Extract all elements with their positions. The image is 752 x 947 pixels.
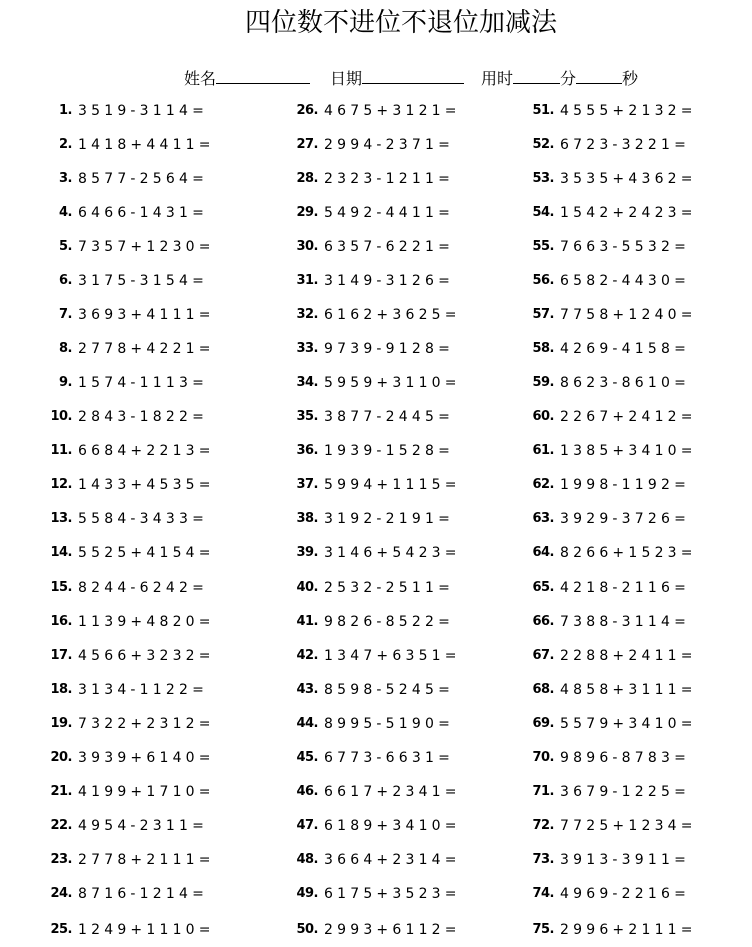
problem-number: 43. [296,682,318,697]
problem-row [284,94,461,128]
minutes-blank[interactable] [513,66,560,84]
problem-number: 8. [59,341,72,356]
problem-number: 31. [296,273,318,288]
problem-row [284,877,461,911]
problem-number: 3. [59,171,72,186]
problem-row [38,502,208,536]
problem-expression: 1347+6351= [324,648,461,664]
problem-expression: 3192-2191= [324,511,455,527]
problem-row [520,468,690,502]
problem-expression: 3664+2314= [324,852,461,868]
problem-number: 29. [296,205,318,220]
problem-number: 39. [296,545,318,560]
problem-number: 19. [50,716,72,731]
problem-row [284,502,454,536]
problem-row [38,434,215,468]
problem-expression: 1139+4820= [78,614,215,630]
problem-row [284,571,454,605]
problem-row [38,605,215,639]
problem-row [520,264,690,298]
problem-row [520,230,690,264]
problem-expression: 3939+6140= [78,750,215,766]
problem-expression: 4269-4158= [560,341,691,357]
problem-row [284,605,454,639]
problem-number: 64. [532,545,554,560]
problem-number: 49. [296,886,318,901]
problem-number: 10. [50,409,72,424]
problem-expression: 5579+3410= [560,716,697,732]
problem-number: 30. [296,239,318,254]
problem-expression: 2323-1211= [324,171,455,187]
problem-expression: 2843-1822= [78,409,209,425]
problem-number: 33. [296,341,318,356]
problem-row [284,639,461,673]
problem-expression: 6723-3221= [560,137,691,153]
problem-row [284,468,461,502]
problem-number: 75. [532,922,554,937]
problem-expression: 2778+4221= [78,341,215,357]
problem-expression: 8716-1214= [78,886,209,902]
problem-row [284,707,454,741]
problem-number: 40. [296,580,318,595]
problem-expression: 7663-5532= [560,239,691,255]
problem-number: 25. [50,922,72,937]
problem-number: 46. [296,784,318,799]
problem-number: 66. [532,614,554,629]
problem-number: 5. [59,239,72,254]
problem-row [520,639,697,673]
problem-expression: 3535+4362= [560,171,697,187]
student-info-header [0,66,752,90]
problem-number: 12. [50,477,72,492]
problem-row [284,162,454,196]
problem-number: 13. [50,511,72,526]
problem-expression: 3146+5423= [324,545,461,561]
problem-number: 41. [296,614,318,629]
seconds-blank[interactable] [576,66,622,84]
problem-row [38,673,208,707]
problem-row [520,400,697,434]
problem-row [38,741,215,775]
problem-number: 37. [296,477,318,492]
problem-row [38,128,215,162]
seconds-label: 秒 [622,69,639,88]
problem-row [38,639,215,673]
problem-row [38,571,208,605]
problem-expression: 2994-2371= [324,137,455,153]
problem-row [284,913,461,947]
problem-row [520,298,697,332]
problem-expression: 2993+6112= [324,922,461,938]
date-label: 日期 [330,69,363,88]
problem-expression: 8266+1523= [560,545,697,561]
problem-number: 14. [50,545,72,560]
minutes-label: 分 [560,69,577,88]
problem-number: 61. [532,443,554,458]
problem-row [38,809,208,843]
problem-number: 18. [50,682,72,697]
problem-row [284,332,454,366]
problem-row [520,741,690,775]
problem-number: 67. [532,648,554,663]
problem-number: 50. [296,922,318,937]
problem-expression: 1433+4535= [78,477,215,493]
problem-expression: 4969-2216= [560,886,691,902]
problem-expression: 6466-1431= [78,205,209,221]
problem-row [520,502,690,536]
problem-number: 45. [296,750,318,765]
problem-number: 7. [59,307,72,322]
problem-number: 35. [296,409,318,424]
problem-expression: 9739-9128= [324,341,455,357]
problem-number: 68. [532,682,554,697]
problem-row [38,230,215,264]
problem-expression: 4199+1710= [78,784,215,800]
problem-row [284,196,454,230]
problem-expression: 8598-5245= [324,682,455,698]
problem-number: 23. [50,852,72,867]
problem-number: 54. [532,205,554,220]
problem-row [284,843,461,877]
problem-number: 21. [50,784,72,799]
problem-expression: 1998-1192= [560,477,691,493]
problem-expression: 3679-1225= [560,784,691,800]
problem-row [284,775,461,809]
problem-number: 26. [296,103,318,118]
problem-expression: 5994+1115= [324,477,461,493]
problem-expression: 7758+1240= [560,307,697,323]
problem-expression: 4218-2116= [560,580,691,596]
problem-expression: 2267+2412= [560,409,697,425]
problem-expression: 6582-4430= [560,273,691,289]
problem-expression: 1542+2423= [560,205,697,221]
problem-row [520,673,697,707]
problem-number: 15. [50,580,72,595]
problem-number: 73. [532,852,554,867]
problem-row [38,536,215,570]
problem-number: 44. [296,716,318,731]
problem-expression: 6189+3410= [324,818,461,834]
problem-number: 71. [532,784,554,799]
problem-expression: 3929-3726= [560,511,691,527]
problem-number: 69. [532,716,554,731]
problem-expression: 5492-4411= [324,205,455,221]
problem-row [38,775,215,809]
problem-expression: 4566+3232= [78,648,215,664]
problem-expression: 1385+3410= [560,443,697,459]
problem-row [284,298,461,332]
problem-number: 9. [59,375,72,390]
problem-row [38,264,208,298]
problem-number: 36. [296,443,318,458]
problem-row [284,673,454,707]
problem-row [38,400,208,434]
problem-expression: 2996+2111= [560,922,697,938]
problem-row [520,128,690,162]
problem-number: 58. [532,341,554,356]
problem-number: 20. [50,750,72,765]
problem-expression: 7388-3114= [560,614,691,630]
problem-row [520,332,690,366]
name-label: 姓名 [184,69,217,88]
name-field-group [184,66,310,91]
problem-row [520,877,690,911]
problem-row [284,809,461,843]
problem-number: 56. [532,273,554,288]
problem-row [284,400,454,434]
problem-number: 63. [532,511,554,526]
problem-row [284,741,454,775]
name-blank[interactable] [216,66,310,84]
problem-row [520,809,697,843]
date-blank[interactable] [362,66,464,84]
problem-row [520,162,697,196]
problem-row [520,94,697,128]
problem-row [284,434,454,468]
problem-number: 55. [532,239,554,254]
problem-expression: 8577-2564= [78,171,209,187]
problem-expression: 4555+2132= [560,103,697,119]
problem-number: 34. [296,375,318,390]
problem-expression: 5959+3110= [324,375,461,391]
problem-number: 24. [50,886,72,901]
problem-expression: 7357+1230= [78,239,215,255]
problem-row [520,843,690,877]
problem-expression: 3877-2445= [324,409,455,425]
problem-expression: 7322+2312= [78,716,215,732]
problem-number: 53. [532,171,554,186]
problem-expression: 3149-3126= [324,273,455,289]
problem-row [520,913,697,947]
problem-expression: 7725+1234= [560,818,697,834]
problem-number: 48. [296,852,318,867]
problem-expression: 4858+3111= [560,682,697,698]
problem-row [284,264,454,298]
problem-number: 28. [296,171,318,186]
problem-row [38,332,215,366]
problem-row [520,775,690,809]
problem-expression: 8623-8610= [560,375,691,391]
problem-row [38,298,215,332]
problem-number: 22. [50,818,72,833]
problem-number: 72. [532,818,554,833]
problem-row [284,536,461,570]
problem-row [520,366,690,400]
problem-row [284,128,454,162]
problem-number: 38. [296,511,318,526]
problem-number: 52. [532,137,554,152]
problem-row [38,707,215,741]
problem-number: 2. [59,137,72,152]
problem-expression: 6617+2341= [324,784,461,800]
problem-number: 11. [50,443,72,458]
problem-number: 6. [59,273,72,288]
problem-row [38,366,208,400]
problem-expression: 8244-6242= [78,580,209,596]
problem-row [38,913,215,947]
problem-expression: 6357-6221= [324,239,455,255]
problem-expression: 1574-1113= [78,375,209,391]
date-field-group [330,66,464,91]
problem-row [520,605,690,639]
problem-number: 70. [532,750,554,765]
problem-expression: 6175+3523= [324,886,461,902]
problem-expression: 2532-2511= [324,580,455,596]
problem-number: 32. [296,307,318,322]
problem-expression: 5584-3433= [78,511,209,527]
problem-expression: 4675+3121= [324,103,461,119]
problem-row [38,877,208,911]
problem-row [284,366,461,400]
problem-row [38,94,208,128]
problem-expression: 3175-3154= [78,273,209,289]
problem-expression: 3134-1122= [78,682,209,698]
problem-number: 65. [532,580,554,595]
problem-row [38,196,208,230]
problem-number: 60. [532,409,554,424]
problem-expression: 2288+2411= [560,648,697,664]
time-label: 用时 [481,69,514,88]
problem-number: 4. [59,205,72,220]
problem-expression: 6684+2213= [78,443,215,459]
problem-row [38,843,215,877]
problem-row [520,707,697,741]
problem-expression: 3519-3114= [78,103,209,119]
problem-number: 16. [50,614,72,629]
problem-expression: 1418+4411= [78,137,215,153]
problem-number: 59. [532,375,554,390]
problem-number: 57. [532,307,554,322]
page-title: 四位数不进位不退位加减法 [244,8,557,38]
problem-expression: 5525+4154= [78,545,215,561]
problem-expression: 9826-8522= [324,614,455,630]
problem-row [520,571,690,605]
time-field-group [481,66,638,91]
problem-number: 27. [296,137,318,152]
problem-expression: 9896-8783= [560,750,691,766]
problem-number: 62. [532,477,554,492]
problem-expression: 1249+1110= [78,922,215,938]
problem-expression: 4954-2311= [78,818,209,834]
problem-row [520,434,697,468]
problem-expression: 3693+4111= [78,307,215,323]
problem-expression: 1939-1528= [324,443,455,459]
problem-row [38,468,215,502]
problem-expression: 6162+3625= [324,307,461,323]
problem-row [520,536,697,570]
problem-number: 17. [50,648,72,663]
problem-row [520,196,697,230]
problem-expression: 8995-5190= [324,716,455,732]
problem-expression: 6773-6631= [324,750,455,766]
problem-row [284,230,454,264]
problem-number: 47. [296,818,318,833]
problem-expression: 3913-3911= [560,852,691,868]
problem-number: 1. [59,103,72,118]
problem-expression: 2778+2111= [78,852,215,868]
problem-row [38,162,208,196]
problem-number: 42. [296,648,318,663]
problem-number: 74. [532,886,554,901]
problem-number: 51. [532,103,554,118]
